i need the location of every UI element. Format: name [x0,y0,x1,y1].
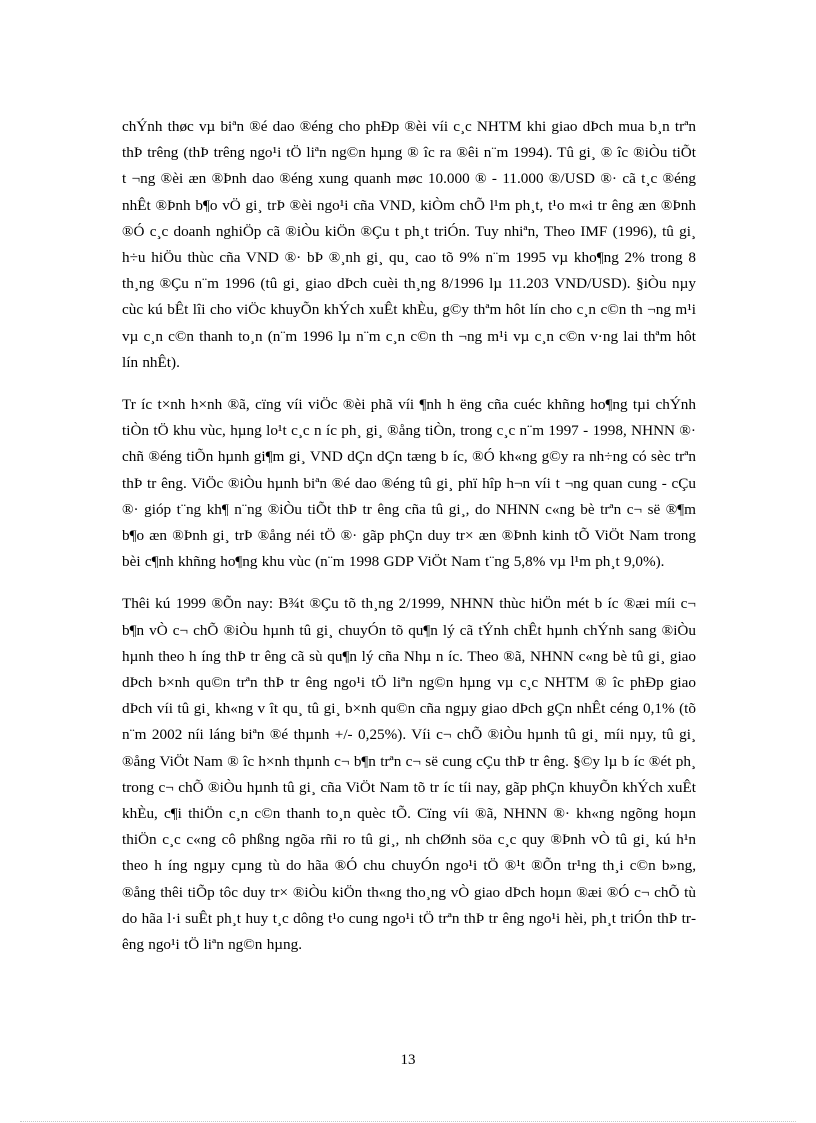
page-bottom-dotted-rule [20,1121,796,1122]
page-number: 13 [400,1052,416,1068]
paragraph-1: chÝnh thøc vµ biªn ®é dao ®éng cho phÐp ®èi víi c¸c NHTM khi giao dÞch mua b¸n trªn thÞ trêng (thÞ trêng ngo¹i tÖ liªn ng©n hµng ® îc ra ®êi n¨m 1994). Tû gi¸ ® îc ®iÒu tiÕt t ¬ng ®èi æn ®Þnh dao ®éng xung quanh møc 10.000 ® - 11.000 ®/USD ®· cã t¸c ®éng nhÊt ®Þnh b¶o vÖ gi¸ trÞ ®èi ngo¹i cña VND, kiÒm chÕ l¹m ph¸t, t¹o m«i tr êng æn ®Þnh ®Ó c¸c doanh nghiÖp cã ®iÒu kiÖn ®Çu t ph¸t triÓn. Tuy nhiªn, Theo IMF (1996), tû gi¸ h÷u hiÖu thùc cña VND ®· bÞ ®¸nh gi¸ qu¸ cao tõ 9% n¨m 1995 vµ kho¶ng 2% trong 8 th¸ng ®Çu n¨m 1996 (tû gi¸ giao dÞch cuèi th¸ng 8/1996 lµ 11.203 VND/USD). §iÒu nµy cùc kú bÊt lîi cho viÖc khuyÕn khÝch xuÊt khÈu, g©y thªm hôt lín cho c¸n c©n th ¬ng m¹i vµ c¸n c©n thanh to¸n (n¨m 1996 lµ n¨m c¸n c©n th ¬ng m¹i vµ c¸n c©n v·ng lai thªm hôt lín nhÊt). [122,118,696,371]
page-body [122,114,696,974]
paragraph-2: Tr íc t×nh h×nh ®ã, cïng víi viÖc ®èi phã víi ¶nh h ëng cña cuéc khñng ho¶ng tµi chÝnh tiÒn tÖ khu vùc, hµng lo¹t c¸c n íc ph¸ gi¸ ®ång tiÒn, trong c¸c n¨m 1997 - 1998, NHNN ®· chñ ®éng tiÕn hµnh gi¶m gi¸ VND dÇn dÇn tæng b íc, ®Ó kh«ng g©y ra nh÷ng có sèc trªn thÞ tr êng. ViÖc ®iÒu hµnh biªn ®é dao ®éng tû gi¸ phï hîp h¬n víi t ¬ng quan cung - cÇu ®· gióp t¨ng kh¶ n¨ng ®iÒu tiÕt thÞ tr êng cña tû gi¸, do NHNN c«ng bè trªn c¬ së ®¶m b¶o æn ®Þnh gi¸ trÞ ®ång néi tÖ ®· gãp phÇn duy tr× æn ®Þnh kinh tÕ ViÖt Nam trong bèi c¶nh khñng ho¶ng khu vùc (n¨m 1998 GDP ViÖt Nam t¨ng 5,8% vµ l¹m ph¸t 9,0%). [122,396,696,571]
paragraph-3: Thêi kú 1999 ®Õn nay: B¾t ®Çu tõ th¸ng 2/1999, NHNN thùc hiÖn mét b íc ®æi míi c¬ b¶n vÒ c¬ chÕ ®iÒu hµnh tû gi¸ chuyÓn tõ qu¶n lý cã tÝnh chÊt hµnh chÝnh sang ®iÒu hµnh theo h íng thÞ tr êng cã sù qu¶n lý cña Nhµ n íc. Theo ®ã, NHNN c«ng bè tû gi¸ giao dÞch b×nh qu©n trªn thÞ tr êng ngo¹i tÖ liªn ng©n hµng vµ c¸c NHTM ® îc phÐp giao dÞch víi tû gi¸ kh«ng v ît qu¸ tû gi¸ b×nh qu©n cña ngµy giao dÞch gÇn nhÊt céng 0,1% (tõ n¨m 2002 níi láng biªn ®é thµnh +/- 0,25%). Víi c¬ chÕ ®iÒu hµnh tû gi¸ míi nµy, tû gi¸ ®ång ViÖt Nam ® îc h×nh thµnh c¬ b¶n trªn c¬ së cung cÇu thÞ tr êng. §©y lµ b íc ®ét ph¸ trong c¬ chÕ ®iÒu hµnh tû gi¸ cña ViÖt Nam tõ tr íc tíi nay, gãp phÇn khuyÕn khÝch xuÊt khÈu, c¶i thiÖn c¸n c©n thanh to¸n quèc tÕ. Cïng víi ®ã, NHNN ®· kh«ng ngõng hoµn thiÖn c¸c c«ng cô phßng ngõa rñi ro tû gi¸, nh chØnh söa c¸c quy ®Þnh vÒ tû gi¸ kú h¹n theo h íng ngµy cµng tù do hãa ®Ó chu chuyÓn ngo¹i tÖ ®¹t ®Õn tr¹ng th¸i c©n b»ng, ®ång thêi tiÕp tôc duy tr× ®iÒu kiÖn th«ng tho¸ng vÒ giao dÞch hoµn ®æi ®Ó c¬ chÕ tù do hãa l·i suÊt ph¸t huy t¸c dông t¹o cung ngo¹i tÖ trªn thÞ tr êng ngo¹i hèi, ph¸t triÓn thÞ tr êng ngo¹i tÖ liªn ng©n hµng. [122,595,696,954]
